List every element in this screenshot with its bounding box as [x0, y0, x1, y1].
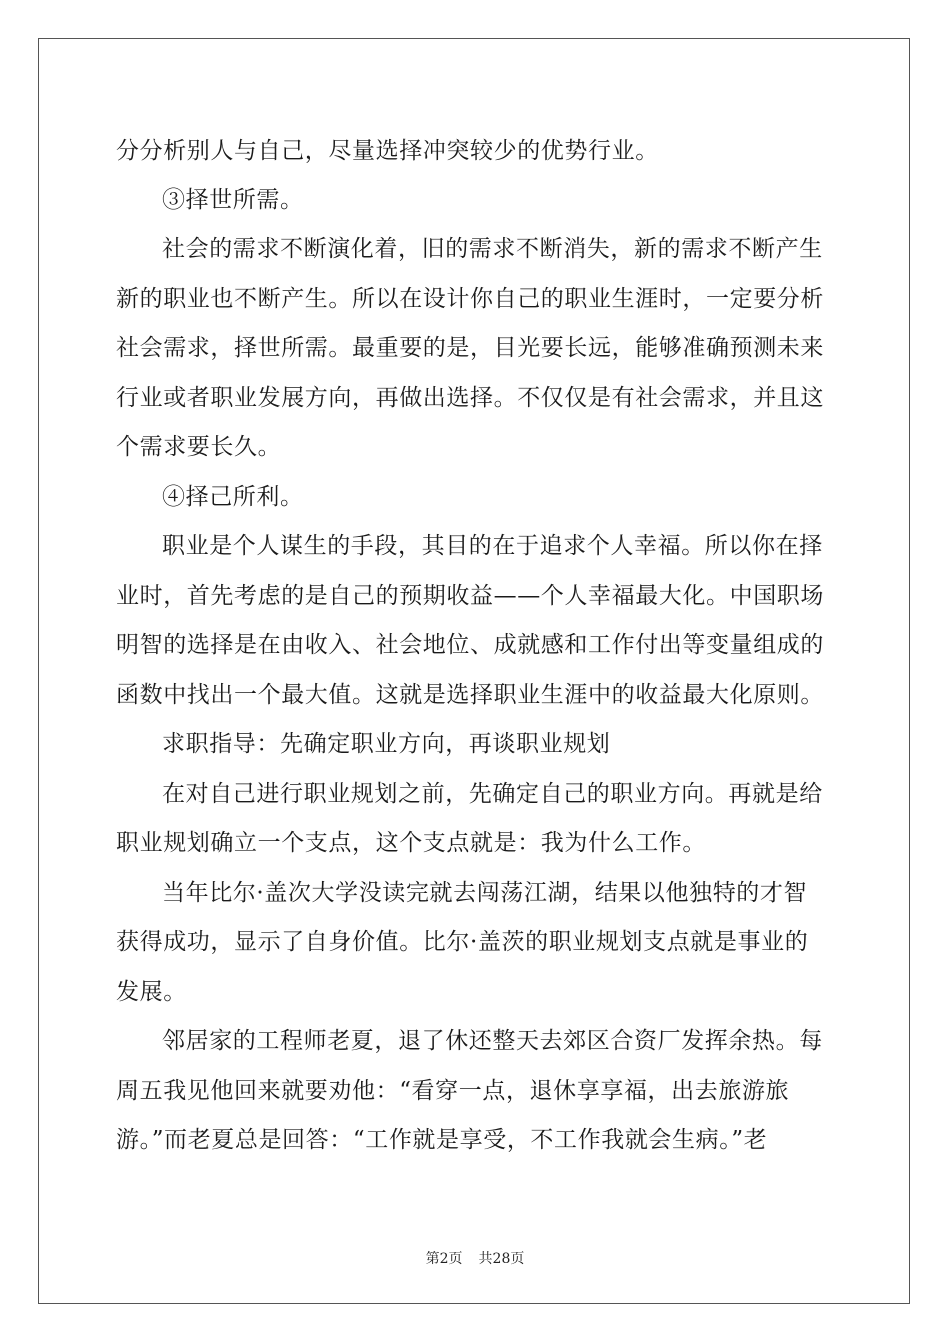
text-line: 分分析别人与自己，尽量选择冲突较少的优势行业。: [116, 138, 659, 164]
text-line: 获得成功，显示了自身价值。比尔·盖茨的职业规划支点就是事业的: [116, 929, 809, 955]
page-footer: [0, 1248, 950, 1268]
page-border: [38, 38, 910, 1304]
text-line: 发展。: [116, 979, 187, 1005]
text-line: ④择己所利。: [162, 484, 304, 510]
text-line: 社会的需求不断演化着，旧的需求不断消失，新的需求不断产生: [162, 236, 823, 262]
page-number: 第2页: [425, 1251, 463, 1267]
text-line: 业时，首先考虑的是自己的预期收益——个人幸福最大化。中国职场: [116, 583, 824, 609]
text-line: 行业或者职业发展方向，再做出选择。不仅仅是有社会需求，并且这: [116, 385, 824, 411]
text-line: 在对自己进行职业规划之前，先确定自己的职业方向。再就是给: [162, 781, 823, 807]
text-line: 邻居家的工程师老夏，退了休还整天去郊区合资厂发挥余热。每: [162, 1028, 823, 1054]
text-line: 职业规划确立一个支点，这个支点就是：我为什么工作。: [116, 830, 706, 856]
page-total: 共28页: [478, 1251, 525, 1267]
text-line: 个需求要长久。: [116, 434, 282, 460]
section-heading: 求职指导：先确定职业方向，再谈职业规划: [162, 731, 611, 757]
text-line: 游。”而老夏总是回答：“工作就是享受，不工作我就会生病。”老: [116, 1127, 768, 1153]
text-line: 职业是个人谋生的手段，其目的在于追求个人幸福。所以你在择: [162, 533, 823, 559]
text-line: 明智的选择是在由收入、社会地位、成就感和工作付出等变量组成的: [116, 632, 824, 658]
text-line: 社会需求，择世所需。最重要的是，目光要长远，能够准确预测未来: [116, 335, 824, 361]
text-line: 当年比尔·盖次大学没读完就去闯荡江湖，结果以他独特的才智: [162, 880, 808, 906]
text-line: ③择世所需。: [162, 187, 304, 213]
text-line: 函数中找出一个最大值。这就是选择职业生涯中的收益最大化原则。: [116, 682, 824, 708]
text-line: 新的职业也不断产生。所以在设计你自己的职业生涯时，一定要分析: [116, 286, 824, 312]
text-line: 周五我见他回来就要劝他：“看穿一点，退休享享福，出去旅游旅: [116, 1078, 790, 1104]
